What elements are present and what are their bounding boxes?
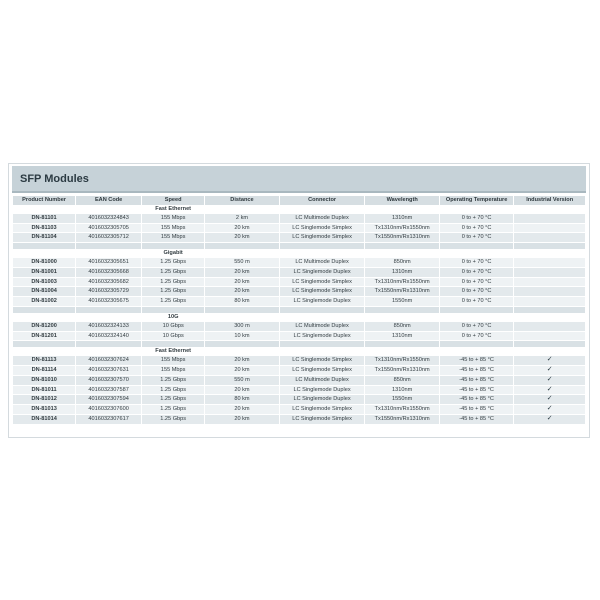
header-row xyxy=(13,196,585,205)
wavelength-cell: 850nm xyxy=(365,258,438,268)
wavelength-cell: 1310nm xyxy=(365,386,438,396)
operating-temperature-cell: 0 to + 70 °C xyxy=(440,297,513,307)
section-blank-cell xyxy=(76,347,141,356)
sfp-table xyxy=(12,196,586,425)
distance-cell: 550 m xyxy=(205,258,278,268)
section-header-row xyxy=(13,205,585,214)
operating-temperature-cell: -45 to + 85 °C xyxy=(440,395,513,405)
col-header-speed: Speed xyxy=(142,196,204,205)
section-blank-cell xyxy=(13,313,75,322)
section-blank-cell xyxy=(365,347,438,356)
section-label: Fast Ethernet xyxy=(142,205,204,214)
section-blank-cell xyxy=(205,313,278,322)
product-number-cell: DN-81103 xyxy=(13,224,75,234)
distance-cell: 20 km xyxy=(205,366,278,376)
speed-cell: 1.25 Gbps xyxy=(142,258,204,268)
distance-cell: 80 km xyxy=(205,395,278,405)
section-label: Fast Ethernet xyxy=(142,347,204,356)
wavelength-cell: Tx1550nm/Rx1310nm xyxy=(365,233,438,243)
connector-cell: LC Singlemode Duplex xyxy=(280,297,365,307)
product-number-cell: DN-81001 xyxy=(13,268,75,278)
distance-cell: 20 km xyxy=(205,386,278,396)
col-header-wavelength: Wavelength xyxy=(365,196,438,205)
table-row xyxy=(13,415,585,425)
wavelength-cell: Tx1310nm/Rx1550nm xyxy=(365,278,438,288)
table-row xyxy=(13,356,585,366)
wavelength-cell: Tx1550nm/Rx1310nm xyxy=(365,415,438,425)
section-label: Gigabit xyxy=(142,249,204,258)
section-blank-cell xyxy=(514,313,585,322)
speed-cell: 155 Mbps xyxy=(142,366,204,376)
industrial-version-cell xyxy=(514,278,585,288)
checkmark-icon: ✓ xyxy=(514,366,585,376)
connector-cell: LC Singlemode Simplex xyxy=(280,405,365,415)
ean-code-cell: 4016032305712 xyxy=(76,233,141,243)
ean-code-cell: 4016032305705 xyxy=(76,224,141,234)
table-row xyxy=(13,258,585,268)
distance-cell: 20 km xyxy=(205,268,278,278)
checkmark-icon: ✓ xyxy=(514,356,585,366)
product-number-cell: DN-81000 xyxy=(13,258,75,268)
section-blank-cell xyxy=(76,313,141,322)
wavelength-cell: 850nm xyxy=(365,376,438,386)
speed-cell: 1.25 Gbps xyxy=(142,287,204,297)
wavelength-cell: Tx1550nm/Rx1310nm xyxy=(365,287,438,297)
speed-cell: 155 Mbps xyxy=(142,214,204,224)
table-row xyxy=(13,278,585,288)
operating-temperature-cell: 0 to + 70 °C xyxy=(440,287,513,297)
connector-cell: LC Singlemode Simplex xyxy=(280,415,365,425)
table-row xyxy=(13,366,585,376)
distance-cell: 20 km xyxy=(205,278,278,288)
connector-cell: LC Multimode Duplex xyxy=(280,322,365,332)
wavelength-cell: 1310nm xyxy=(365,332,438,342)
section-blank-cell xyxy=(514,205,585,214)
operating-temperature-cell: 0 to + 70 °C xyxy=(440,224,513,234)
speed-cell: 155 Mbps xyxy=(142,356,204,366)
industrial-version-cell xyxy=(514,287,585,297)
ean-code-cell: 4016032305682 xyxy=(76,278,141,288)
distance-cell: 10 km xyxy=(205,332,278,342)
section-blank-cell xyxy=(13,249,75,258)
section-blank-cell xyxy=(13,205,75,214)
speed-cell: 1.25 Gbps xyxy=(142,376,204,386)
connector-cell: LC Multimode Duplex xyxy=(280,376,365,386)
table-row xyxy=(13,233,585,243)
section-blank-cell xyxy=(13,347,75,356)
section-blank-cell xyxy=(440,205,513,214)
col-header-distance: Distance xyxy=(205,196,278,205)
ean-code-cell: 4016032324843 xyxy=(76,214,141,224)
section-blank-cell xyxy=(440,313,513,322)
section-blank-cell xyxy=(280,313,365,322)
distance-cell: 80 km xyxy=(205,297,278,307)
wavelength-cell: Tx1310nm/Rx1550nm xyxy=(365,356,438,366)
wavelength-cell: Tx1310nm/Rx1550nm xyxy=(365,224,438,234)
col-header-operating-temperature: Operating Temperature xyxy=(440,196,513,205)
operating-temperature-cell: -45 to + 85 °C xyxy=(440,415,513,425)
section-blank-cell xyxy=(365,205,438,214)
ean-code-cell: 4016032305651 xyxy=(76,258,141,268)
section-blank-cell xyxy=(205,249,278,258)
product-number-cell: DN-81003 xyxy=(13,278,75,288)
section-blank-cell xyxy=(365,313,438,322)
industrial-version-cell xyxy=(514,297,585,307)
distance-cell: 20 km xyxy=(205,287,278,297)
section-blank-cell xyxy=(514,347,585,356)
industrial-version-cell xyxy=(514,332,585,342)
connector-cell: LC Singlemode Duplex xyxy=(280,332,365,342)
section-blank-cell xyxy=(440,249,513,258)
product-number-cell: DN-81014 xyxy=(13,415,75,425)
speed-cell: 155 Mbps xyxy=(142,233,204,243)
ean-code-cell: 4016032307600 xyxy=(76,405,141,415)
distance-cell: 20 km xyxy=(205,415,278,425)
operating-temperature-cell: 0 to + 70 °C xyxy=(440,258,513,268)
checkmark-icon: ✓ xyxy=(514,386,585,396)
product-number-cell: DN-81101 xyxy=(13,214,75,224)
operating-temperature-cell: 0 to + 70 °C xyxy=(440,322,513,332)
section-blank-cell xyxy=(280,347,365,356)
ean-code-cell: 4016032307587 xyxy=(76,386,141,396)
connector-cell: LC Singlemode Simplex xyxy=(280,356,365,366)
section-header-row xyxy=(13,347,585,356)
wavelength-cell: Tx1310nm/Rx1550nm xyxy=(365,405,438,415)
wavelength-cell: 1550nm xyxy=(365,395,438,405)
distance-cell: 2 km xyxy=(205,214,278,224)
wavelength-cell: 1550nm xyxy=(365,297,438,307)
section-blank-cell xyxy=(280,249,365,258)
operating-temperature-cell: 0 to + 70 °C xyxy=(440,268,513,278)
product-number-cell: DN-81012 xyxy=(13,395,75,405)
table-row xyxy=(13,386,585,396)
operating-temperature-cell: 0 to + 70 °C xyxy=(440,214,513,224)
connector-cell: LC Singlemode Simplex xyxy=(280,278,365,288)
connector-cell: LC Multimode Duplex xyxy=(280,214,365,224)
checkmark-icon: ✓ xyxy=(514,376,585,386)
distance-cell: 20 km xyxy=(205,233,278,243)
speed-cell: 1.25 Gbps xyxy=(142,278,204,288)
speed-cell: 1.25 Gbps xyxy=(142,405,204,415)
ean-code-cell: 4016032305729 xyxy=(76,287,141,297)
industrial-version-cell xyxy=(514,322,585,332)
table-row xyxy=(13,332,585,342)
product-number-cell: DN-81200 xyxy=(13,322,75,332)
distance-cell: 20 km xyxy=(205,224,278,234)
ean-code-cell: 4016032307617 xyxy=(76,415,141,425)
speed-cell: 155 Mbps xyxy=(142,224,204,234)
industrial-version-cell xyxy=(514,224,585,234)
section-blank-cell xyxy=(76,205,141,214)
speed-cell: 1.25 Gbps xyxy=(142,268,204,278)
industrial-version-cell xyxy=(514,214,585,224)
industrial-version-cell xyxy=(514,268,585,278)
section-label: 10G xyxy=(142,313,204,322)
industrial-version-cell xyxy=(514,233,585,243)
ean-code-cell: 4016032324133 xyxy=(76,322,141,332)
section-blank-cell xyxy=(205,205,278,214)
speed-cell: 1.25 Gbps xyxy=(142,395,204,405)
distance-cell: 300 m xyxy=(205,322,278,332)
product-number-cell: DN-81104 xyxy=(13,233,75,243)
operating-temperature-cell: 0 to + 70 °C xyxy=(440,278,513,288)
product-number-cell: DN-81013 xyxy=(13,405,75,415)
connector-cell: LC Multimode Duplex xyxy=(280,258,365,268)
section-blank-cell xyxy=(514,249,585,258)
section-blank-cell xyxy=(76,249,141,258)
section-blank-cell xyxy=(440,347,513,356)
wavelength-cell: 850nm xyxy=(365,322,438,332)
distance-cell: 20 km xyxy=(205,356,278,366)
wavelength-cell: 1310nm xyxy=(365,268,438,278)
product-number-cell: DN-81004 xyxy=(13,287,75,297)
table-row xyxy=(13,214,585,224)
section-blank-cell xyxy=(280,205,365,214)
ean-code-cell: 4016032307594 xyxy=(76,395,141,405)
speed-cell: 10 Gbps xyxy=(142,322,204,332)
table-row xyxy=(13,376,585,386)
product-number-cell: DN-81113 xyxy=(13,356,75,366)
operating-temperature-cell: -45 to + 85 °C xyxy=(440,386,513,396)
operating-temperature-cell: -45 to + 85 °C xyxy=(440,405,513,415)
table-row xyxy=(13,224,585,234)
operating-temperature-cell: -45 to + 85 °C xyxy=(440,356,513,366)
ean-code-cell: 4016032324140 xyxy=(76,332,141,342)
table-body xyxy=(13,205,585,425)
checkmark-icon: ✓ xyxy=(514,405,585,415)
product-number-cell: DN-81002 xyxy=(13,297,75,307)
product-number-cell: DN-81010 xyxy=(13,376,75,386)
operating-temperature-cell: -45 to + 85 °C xyxy=(440,366,513,376)
table-row xyxy=(13,322,585,332)
ean-code-cell: 4016032305675 xyxy=(76,297,141,307)
connector-cell: LC Singlemode Simplex xyxy=(280,224,365,234)
table-row xyxy=(13,395,585,405)
ean-code-cell: 4016032307624 xyxy=(76,356,141,366)
section-blank-cell xyxy=(365,249,438,258)
distance-cell: 550 m xyxy=(205,376,278,386)
product-number-cell: DN-81201 xyxy=(13,332,75,342)
speed-cell: 10 Gbps xyxy=(142,332,204,342)
connector-cell: LC Singlemode Duplex xyxy=(280,386,365,396)
connector-cell: LC Singlemode Simplex xyxy=(280,233,365,243)
section-blank-cell xyxy=(205,347,278,356)
speed-cell: 1.25 Gbps xyxy=(142,386,204,396)
operating-temperature-cell: 0 to + 70 °C xyxy=(440,332,513,342)
connector-cell: LC Singlemode Simplex xyxy=(280,366,365,376)
speed-cell: 1.25 Gbps xyxy=(142,297,204,307)
product-number-cell: DN-81114 xyxy=(13,366,75,376)
table-row xyxy=(13,297,585,307)
col-header-industrial-version: Industrial Version xyxy=(514,196,585,205)
wavelength-cell: Tx1550nm/Rx1310nm xyxy=(365,366,438,376)
distance-cell: 20 km xyxy=(205,405,278,415)
connector-cell: LC Singlemode Duplex xyxy=(280,395,365,405)
speed-cell: 1.25 Gbps xyxy=(142,415,204,425)
industrial-version-cell xyxy=(514,258,585,268)
ean-code-cell: 4016032305668 xyxy=(76,268,141,278)
table-row xyxy=(13,405,585,415)
connector-cell: LC Singlemode Simplex xyxy=(280,287,365,297)
section-header-row xyxy=(13,313,585,322)
operating-temperature-cell: 0 to + 70 °C xyxy=(440,233,513,243)
connector-cell: LC Singlemode Duplex xyxy=(280,268,365,278)
col-header-product-number: Product Number xyxy=(13,196,75,205)
section-header-row xyxy=(13,249,585,258)
operating-temperature-cell: -45 to + 85 °C xyxy=(440,376,513,386)
ean-code-cell: 4016032307570 xyxy=(76,376,141,386)
page-title: SFP Modules xyxy=(12,166,586,193)
table-row xyxy=(13,287,585,297)
table-row xyxy=(13,268,585,278)
checkmark-icon: ✓ xyxy=(514,415,585,425)
sfp-modules-sheet xyxy=(8,163,590,438)
wavelength-cell: 1310nm xyxy=(365,214,438,224)
col-header-ean-code: EAN Code xyxy=(76,196,141,205)
ean-code-cell: 4016032307631 xyxy=(76,366,141,376)
checkmark-icon: ✓ xyxy=(514,395,585,405)
col-header-connector: Connector xyxy=(280,196,365,205)
product-number-cell: DN-81011 xyxy=(13,386,75,396)
